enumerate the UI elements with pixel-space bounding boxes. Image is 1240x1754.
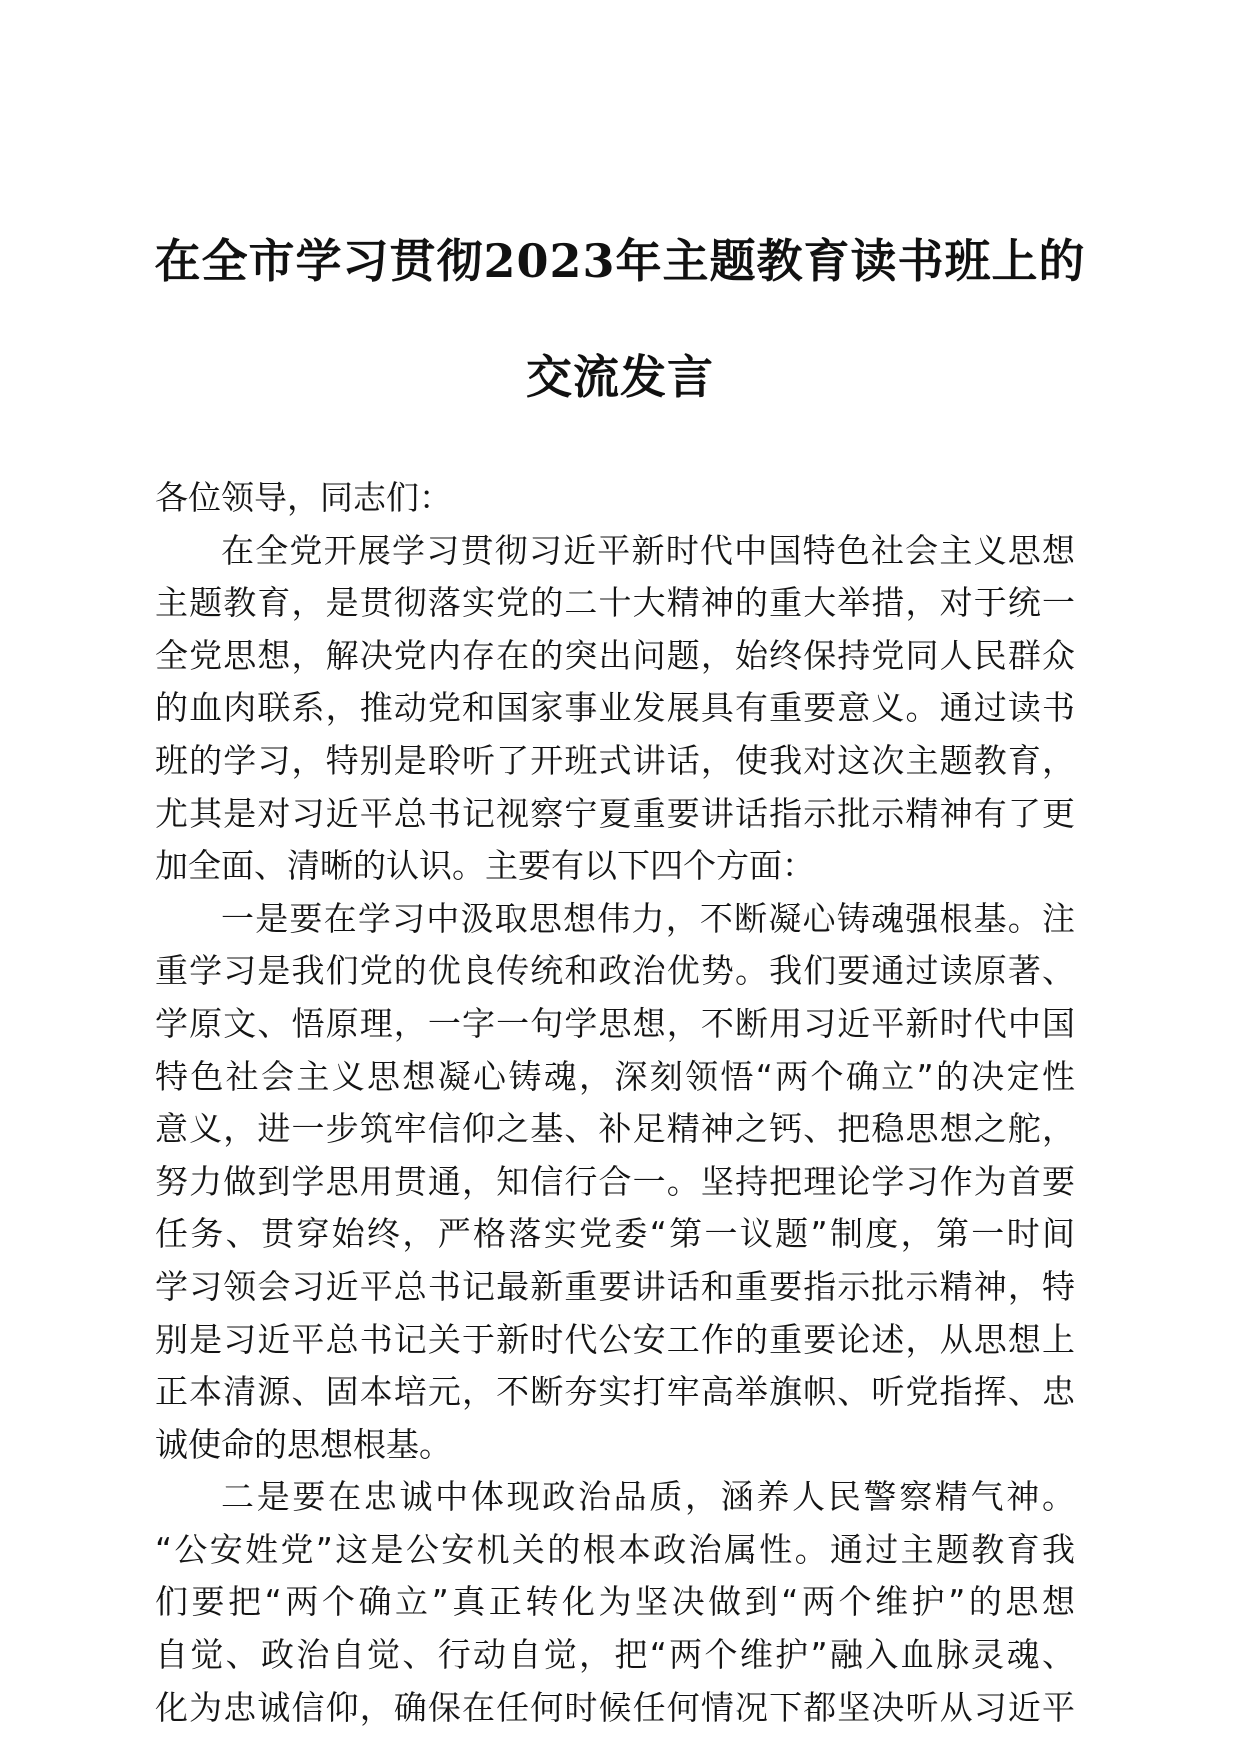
paragraph-1-line-4: 的血肉联系，推动党和国家事业发展具有重要意义。通过读书 [155,688,1075,728]
paragraph-3-line-3: 们要把“两个确立”真正转化为坚决做到“两个维护”的思想 [155,1582,1075,1622]
paragraph-2-line-1: 一是要在学习中汲取思想伟力，不断凝心铸魂强根基。注 [221,898,1075,938]
salutation: 各位领导，同志们： [155,478,452,517]
paragraph-2-line-4: 特色社会主义思想凝心铸魂，深刻领悟“两个确立”的决定性 [155,1056,1075,1096]
paragraph-3-line-1: 二是要在忠诚中体现政治品质，涵养人民警察精气神。 [221,1477,1075,1517]
document-body [155,472,1075,1734]
paragraph-1-line-2: 主题教育，是贯彻落实党的二十大精神的重大举措，对于统一 [155,583,1075,623]
paragraph-2-line-6: 努力做到学思用贯通，知信行合一。坚持把理论学习作为首要 [155,1161,1075,1201]
paragraph-2-line-3: 学原文、悟原理，一字一句学思想，不断用习近平新时代中国 [155,1003,1075,1043]
paragraph-1-line-3: 全党思想，解决党内存在的突出问题，始终保持党同人民群众 [155,635,1075,675]
paragraph-1-line-6: 尤其是对习近平总书记视察宁夏重要讲话指示批示精神有了更 [155,793,1075,833]
document-title-line-1: 在全市学习贯彻2023年主题教育读书班上的 [154,234,1086,288]
paragraph-2-line-2: 重学习是我们党的优良传统和政治优势。我们要通过读原著、 [155,951,1075,991]
paragraph-1-line-7: 加全面、清晰的认识。主要有以下四个方面： [155,846,815,886]
paragraph-1-line-1: 在全党开展学习贯彻习近平新时代中国特色社会主义思想 [221,530,1075,570]
paragraph-2-line-9: 别是习近平总书记关于新时代公安工作的重要论述，从思想上 [155,1319,1075,1359]
paragraph-3-line-4: 自觉、政治自觉、行动自觉，把“两个维护”融入血脉灵魂、 [155,1635,1075,1675]
paragraph-3-line-5: 化为忠诚信仰，确保在任何时候任何情况下都坚决听从习近平 [155,1687,1075,1727]
paragraph-2-line-7: 任务、贯穿始终，严格落实党委“第一议题”制度，第一时间 [155,1214,1075,1254]
paragraph-2-line-5: 意义，进一步筑牢信仰之基、补足精神之钙、把稳思想之舵， [155,1109,1075,1149]
paragraph-2-line-8: 学习领会习近平总书记最新重要讲话和重要指示批示精神，特 [155,1266,1075,1306]
paragraph-3-line-2: “公安姓党”这是公安机关的根本政治属性。通过主题教育我 [155,1529,1075,1569]
paragraph-2-line-11: 诚使命的思想根基。 [155,1424,452,1464]
document-title-line-2: 交流发言 [526,350,714,404]
paragraph-2-line-10: 正本清源、固本培元，不断夯实打牢高举旗帜、听党指挥、忠 [155,1372,1075,1412]
paragraph-1-line-5: 班的学习，特别是聆听了开班式讲话，使我对这次主题教育， [155,740,1075,780]
